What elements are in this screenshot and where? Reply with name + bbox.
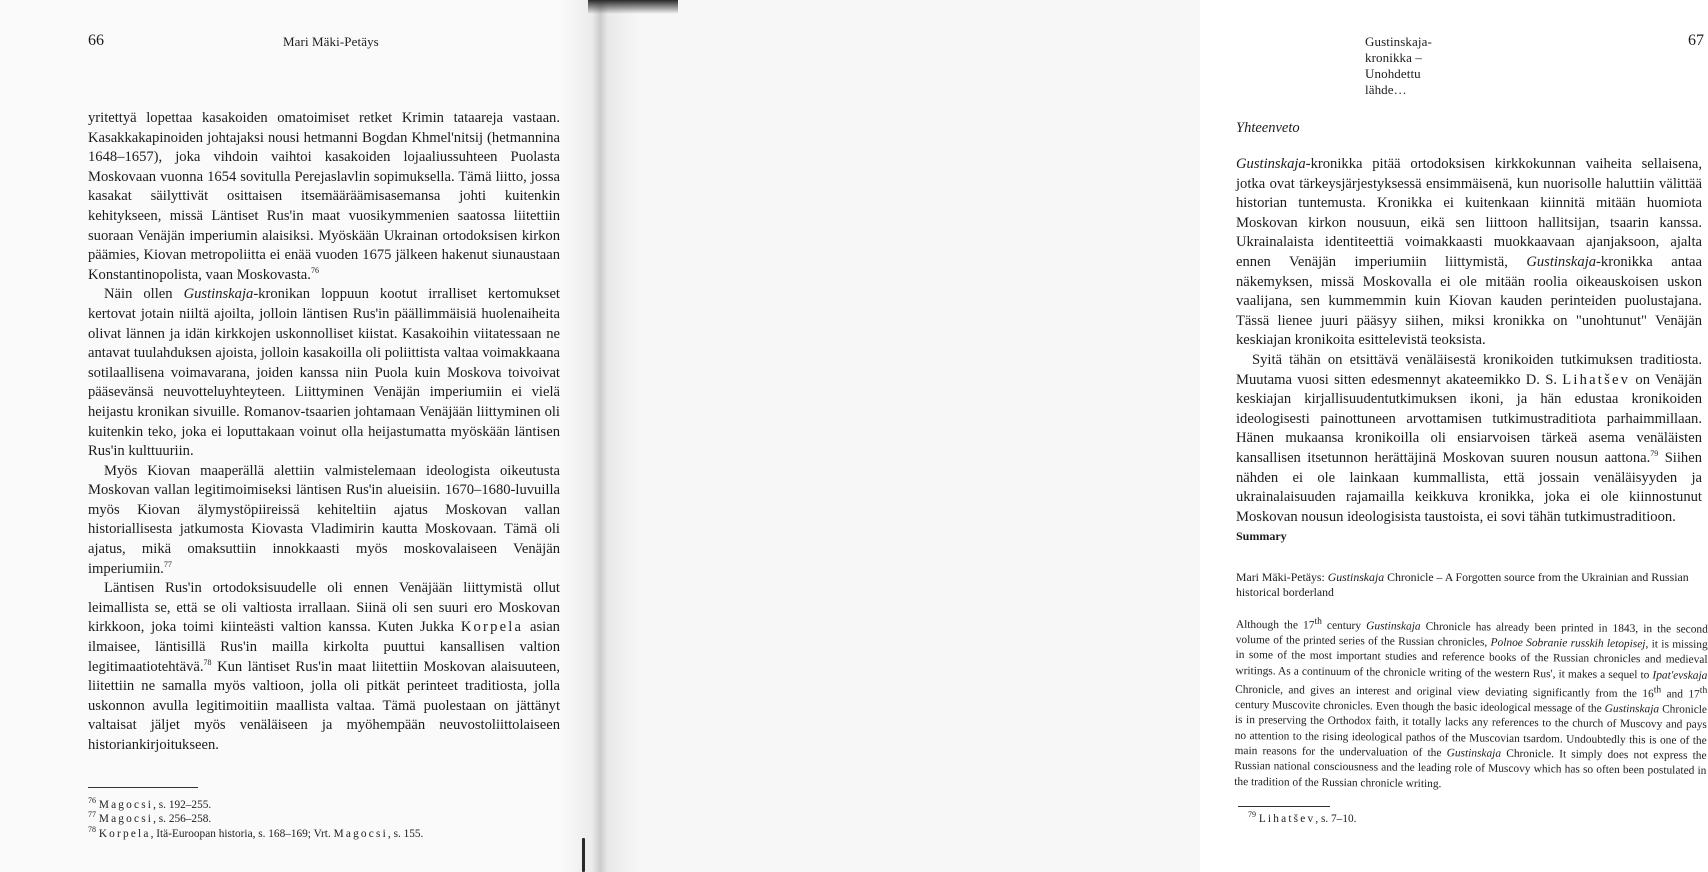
footnote-79 xyxy=(1248,812,1668,826)
summary-heading: Summary xyxy=(1236,529,1287,543)
text-run: Korpela xyxy=(460,619,524,636)
text-run: Polnoe Sobranie russkih letopisej xyxy=(1490,636,1646,651)
footnote-ref: 78 xyxy=(203,657,212,667)
text-run: Ipat'evskaja xyxy=(1652,669,1708,682)
text-run: -kronikan loppuun kootut irralliset kertomukset kertovat jotain niiltä ajoilta, jolloin läntisen Rus'in päällimmäisiä huolenaiheita olivat lännen ja idän kirkkojen uskonnolliset kiistat. Kasakoihin viitatessaan ne antavat tuulahduksen ajoista, jolloin kasakoilla oli poliittista valtaa voimakkaana sotilaallisena voimavarana, joiden kanssa niin Puola kuin Moskova toivoivat pääsevänsä neuvotteluyhteyteen. Liittyminen Venäjän imperiumiin ei vielä heijastu kronikan sivuille. Romanov-tsaarien johtamaan Venäjään liittyminen oli kuitenkin teko, joka ei loputtakaan voinut olla heijastumatta myöskään läntisen Rus'in kulttuuriin. xyxy=(88,286,560,460)
left-page xyxy=(0,0,600,872)
text-run: Gustinskaja xyxy=(1604,702,1660,716)
text-run: Gustinskaja xyxy=(1366,620,1421,633)
footnote-divider-right xyxy=(1238,806,1330,807)
paragraph xyxy=(1234,614,1708,795)
paragraph xyxy=(88,579,560,755)
text-run: -kronikka pitää ortodoksisen kirkkokunnan vaiheita sellaisena, jotka ovat tärkeysjärjestyksessä ensimmäisenä, kun nuorisolle haluttiin välittää historian tuntemusta. Kronikka ei kuitenkaan kiinnitä mitään huomiota Moskovan kirkon nousuun, eikä sen liittoon hallitsijan, tsaarin kanssa. Ukrainalaista identiteettiä voimakkaasti muokkaavaan ajanjaksoon, ajalta ennen Venäjän imperiumiin liittymistä, xyxy=(1236,156,1702,270)
text-run: Chronicle has already been printed in 1843, in the second volume of the printed series of the Russian chronicles, xyxy=(1235,620,1708,649)
text-run: Magocsi xyxy=(98,799,154,811)
paragraph xyxy=(1236,155,1702,351)
text-run: Chronicle – A Forgotten source from the Ukrainian and Russian historical borderland xyxy=(1236,569,1689,599)
text-run: Although the 17 xyxy=(1235,618,1315,632)
paragraph xyxy=(1236,570,1706,600)
text-run: Lihatšev xyxy=(1258,813,1316,825)
right-page xyxy=(600,0,1708,872)
text-run: asian ilmaisee, läntisillä Rus'in mailla kirkolta puuttui kansallisen valtion legitimaatiotehtävä. xyxy=(88,619,560,675)
text-run: Gustinskaja xyxy=(1446,747,1502,760)
right-body-text xyxy=(1236,155,1702,527)
gutter-mark xyxy=(582,838,585,872)
text-run: , it is missing in some of the most important studies and reference books of the Russian chronicles and medieval writings. As a continuum of the chronicle writing of the western Rus', it makes a sequel to xyxy=(1235,638,1708,682)
text-run: , s. 192–255. xyxy=(153,799,212,811)
text-run: Siihen nähden ei ole lainkaan kummallista, että jossain venäläisyyden ja ukrainalaisuuden rajamailla keikkuva kronikka, joka ei ole kiinnostunut Moskovan nousun ideologisista taustoista, ei sovi tähän tutkimustraditioon. xyxy=(1236,449,1702,525)
text-run: Korpela xyxy=(98,827,151,840)
text-run: and 17 xyxy=(1661,688,1700,701)
text-run: Näin ollen xyxy=(104,286,184,303)
text-run: Gustinskaja xyxy=(183,286,254,303)
text-run: Myös Kiovan maaperällä alettiin valmistelemaan ideologista oikeutusta Moskovan vallan legitimoimiseksi läntisen Rus'in alueisiin. 1670–1680-luvuilla myös Kiovan älymystöpiireissä kehiteltiin ajatus Moskovan vallan historiallisesta jatkumosta Kiovasta Vladimirin kautta Moskovaan. Tämä oli ajatus, mikä omaksuttiin innokkaasti myös moskovalaiseen Venäjän imperiumiin. xyxy=(88,462,560,577)
footnote-ref: th xyxy=(1314,616,1322,627)
summary-abstract xyxy=(1234,614,1708,795)
footnote-77 xyxy=(88,812,558,826)
paragraph xyxy=(1236,351,1702,527)
text-run: Magocsi xyxy=(333,827,388,840)
running-head-left: Mari Mäki-Petäys xyxy=(283,34,379,49)
text-run: Syitä tähän on etsittävä venäläisestä kronikoiden tutkimuksen traditiosta. Muutama vuosi sitten edesmennyt akateemikko D. S. xyxy=(1236,351,1702,388)
footnote-ref: th xyxy=(1699,685,1708,696)
summary-citation xyxy=(1236,558,1706,612)
text-run: Chronicle is in preserving the Orthodox faith, it totally lacks any references to the church of Muscovy and pays no attention to the rising ideological pathos of the Muscovian tsardom. Undoubtedly this is one of the main reasons for the undervaluation of the xyxy=(1234,703,1708,760)
footnotes-left xyxy=(88,798,558,841)
text-run: on Venäjän keskiajan kirjallisuudentutkimuksen ikoni, ja hän edustaa kronikoiden ideologisesti painottuneen arvottamisen tutkimustraditiota parhaimmillaan. Hänen mukaansa kronikoilla oli ensiarvoisen tärkeä asema venäläisten kansallisen itsetunnon herättäjinä Moskovan suuren nousun aattona. xyxy=(1236,371,1702,466)
text-run: century Muscovite chronicles. Even though the basic ideological message of the xyxy=(1234,699,1605,715)
text-run: , Itä-Euroopan historia, s. 168–169; Vrt. xyxy=(150,827,334,840)
section-title-yhteenveto: Yhteenveto xyxy=(1236,120,1300,136)
text-run: century xyxy=(1321,619,1367,633)
footnote-number: 79 xyxy=(1248,810,1256,820)
running-head-right: Gustinskaja-kronikka – Unohdettu lähde… xyxy=(1365,34,1432,97)
text-run: Chronicle, and gives an interest and original view deviating significantly from the 16 xyxy=(1235,683,1654,701)
text-run: Läntisen Rus'in ortodoksisuudelle oli ennen Venäjään liittymistä ollut leimallista se, että se oli valtiosta irrallaan. Siinä oli sen suuri ero Moskovan kirkkoon, joka toimi kiinteästi valtion kanssa. Kuten Jukka xyxy=(88,580,560,636)
text-run: Gustinskaja xyxy=(1526,253,1597,270)
footnote-76 xyxy=(88,798,558,812)
footnotes-right xyxy=(1248,812,1668,826)
paragraph xyxy=(88,285,560,461)
text-run: yritettyä lopettaa kasakoiden omatoimiset retket Krimin tataareja vastaan. Kasakkakapinoiden johtajaksi nousi hetmanni Bogdan Khmel'nitsij (hetmannina 1648–1657), joka vihdoin vaihtoi kasakoiden lojaaliussuhteen Puolasta Moskovaan vuonna 1654 sovitulla Perejaslavlin sopimuksella. Tämä liitto, jossa kasakat säilyttivät osittaisen itsemääräämisasemansa johti kuitenkin kehitykseen, missä Läntiset Rus'in maat vuosikymmenien saatossa liitettiin suoraan Venäjän imperiumin alaisiksi. Myöskään Ukrainan ortodoksisen kirkon päämies, Kiovan metropoliitta ei enää vuoden 1675 jälkeen hakenut siunaustaan Konstantinopolista, vaan Moskovasta. xyxy=(88,110,560,283)
text-run: Magocsi xyxy=(98,813,154,826)
text-run: -kronikka antaa näkemyksen, missä Moskovalla ei ole mitään roolia oikeauskoisen uskon vaalijana, sen kummemmin kuin Kiovan kauden perinteiden puolustajana. Tässä lienee juuri pääsyy siihen, miksi kronikka on "unohtunut" Venäjän keskiajan kronikoita esittelevistä teoksista. xyxy=(1236,253,1702,349)
text-run: , s. 155. xyxy=(387,827,424,840)
text-run: Gustinskaja xyxy=(1327,569,1385,584)
footnote-ref: 76 xyxy=(310,265,319,275)
footnote-ref: 79 xyxy=(1650,449,1659,459)
footnote-78 xyxy=(88,824,558,841)
footnote-ref: th xyxy=(1653,685,1662,696)
text-run: Chronicle. It simply does not express the Russian national consciousness and the leading role of Muscovy which has so often been postulated in the tradition of the Russian chronicle writing. xyxy=(1234,747,1707,790)
footnote-ref: 77 xyxy=(163,559,172,569)
text-run: Lihatšev xyxy=(1562,371,1631,388)
page-number-right: 67 xyxy=(1688,32,1704,49)
footnote-number: 76 xyxy=(88,796,96,806)
footnote-number: 77 xyxy=(88,810,96,820)
paragraph xyxy=(88,462,560,580)
paragraph xyxy=(88,109,560,285)
text-run: Mari Mäki-Petäys: xyxy=(1236,569,1328,584)
footnote-divider-left xyxy=(88,787,198,788)
text-run: , s. 7–10. xyxy=(1315,813,1357,825)
left-body-text xyxy=(88,109,560,756)
text-run: Gustinskaja xyxy=(1236,156,1306,172)
footnote-number: 78 xyxy=(88,824,96,834)
text-run: Kun läntiset Rus'in maat liitettiin Moskovan alaisuuteen, liitettiin ne samalla myös valtioon, jolla oli pitkät perinteet traditiosta, jolla uskonnon avulla legitimoitiin maallista valtaa. Tämä puolestaan on jättänyt valtaisat jäljet myös venäläiseen ja myöhempään neuvostoliittolaiseen historiankirjoitukseen. xyxy=(88,658,560,753)
page-number-left: 66 xyxy=(88,32,104,49)
text-run: , s. 256–258. xyxy=(153,813,212,826)
